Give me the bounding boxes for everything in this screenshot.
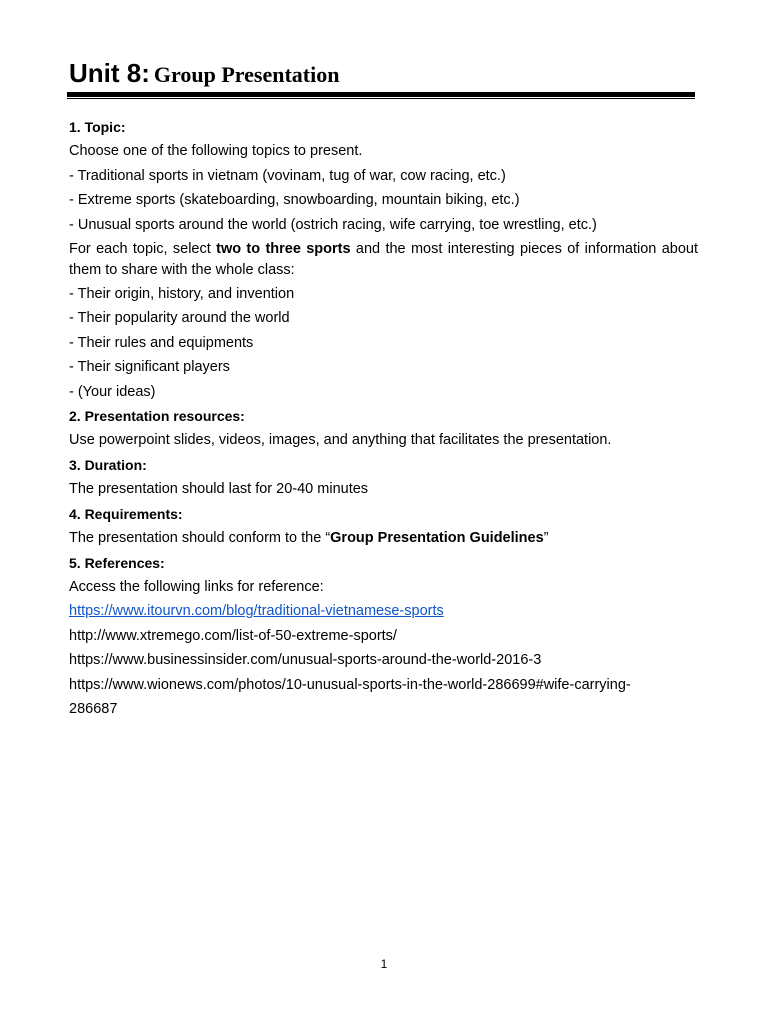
document-body — [69, 115, 698, 721]
duration-heading: 3. Duration: — [69, 456, 147, 473]
info-item: - Their origin, history, and invention — [69, 286, 295, 303]
topic-item: - Extreme sports (skateboarding, snowboarding, mountain biking, etc.) — [69, 192, 520, 209]
resources-heading: 2. Presentation resources: — [69, 408, 245, 425]
topic-item: - Traditional sports in vietnam (vovinam, tug of war, cow racing, etc.) — [69, 167, 506, 184]
topic-item: - Unusual sports around the world (ostrich racing, wife carrying, toe wrestling, etc.) — [69, 216, 597, 233]
requirements-guidelines: Group Presentation Guidelines — [330, 530, 544, 547]
reference-url-xtremego: http://www.xtremego.com/list-of-50-extreme-sports/ — [69, 627, 397, 644]
requirements-suffix: ” — [543, 530, 549, 547]
header-rule-thick — [67, 92, 695, 97]
topic-instruction — [69, 237, 698, 282]
info-item: - Their rules and equipments — [69, 334, 254, 351]
info-item: - (Your ideas) — [69, 383, 156, 400]
reference-link-itourvn[interactable]: https://www.itourvn.com/blog/traditional-vietnamese-sports — [69, 603, 444, 620]
references-heading: 5. References: — [69, 554, 165, 571]
duration-text: The presentation should last for 20-40 minutes — [69, 481, 369, 498]
topic-instruction-bold: two to three sports — [216, 241, 351, 258]
reference-url-wionews: https://www.wionews.com/photos/10-unusual-sports-in-the-world-286699#wife-carrying- — [69, 676, 631, 693]
topic-instruction-prefix: For each topic, select — [69, 241, 217, 258]
unit-header — [69, 58, 339, 89]
resources-text: Use powerpoint slides, videos, images, and anything that facilitates the presentation. — [69, 432, 612, 449]
requirements-prefix: The presentation should conform to the “ — [69, 530, 331, 547]
info-item: - Their significant players — [69, 359, 230, 376]
page-number: 1 — [380, 957, 388, 971]
header-rule-thin — [67, 98, 695, 99]
topic-intro: Choose one of the following topics to present. — [69, 143, 363, 160]
topic-instruction-suffix: and the most interesting pieces of information about them to share with the whole class: — [69, 241, 698, 279]
unit-label: Unit 8: — [69, 58, 150, 88]
reference-url-wionews-continued: 286687 — [69, 700, 118, 717]
references-intro: Access the following links for reference: — [69, 578, 324, 595]
requirements-heading: 4. Requirements: — [69, 505, 183, 522]
requirements-text — [69, 526, 698, 550]
info-item: - Their popularity around the world — [69, 310, 290, 327]
reference-url-businessinsider: https://www.businessinsider.com/unusual-sports-around-the-world-2016-3 — [69, 652, 542, 669]
topic-heading: 1. Topic: — [69, 119, 126, 135]
unit-title: Group Presentation — [153, 62, 340, 87]
